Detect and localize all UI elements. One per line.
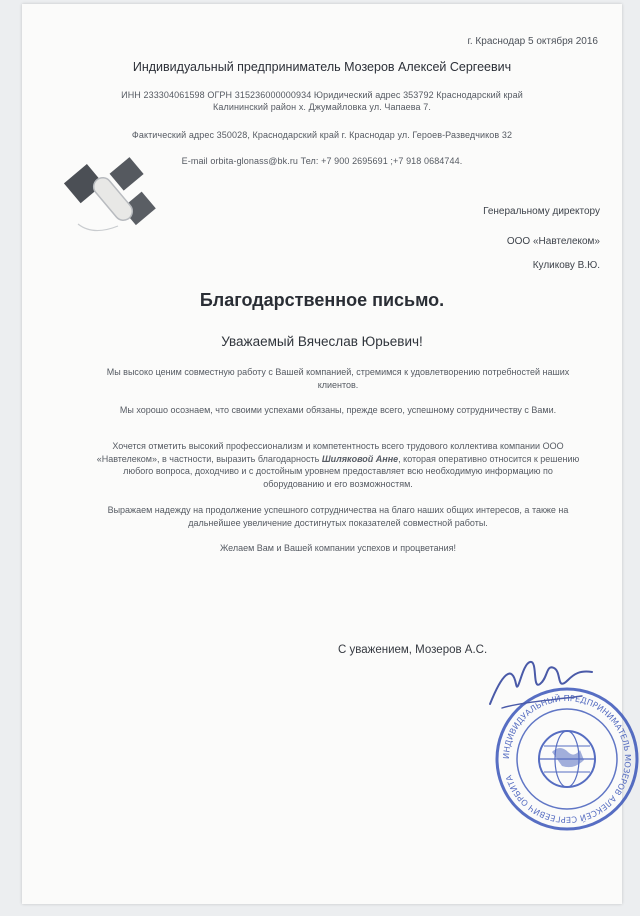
addressee-position: Генеральному директору [483, 206, 600, 217]
paragraph-5: Желаем Вам и Вашей компании успехов и процветания! [219, 543, 457, 553]
salutation: Уважаемый Вячеслав Юрьевич! [221, 334, 423, 349]
paragraph-4: Выражаем надежду на продолжение успешного сотрудничества на благо наших общих интересов, а также на дальнейшее увеличение достигнутых показателей совместной работы. [107, 505, 569, 528]
stamp-text: ИНДИВИДУАЛЬНЫЙ ПРЕДПРИНИМАТЕЛЬ МОЗЕРОВ АЛЕКСЕЙ СЕРГЕЕВИЧ ОРБИТА [500, 692, 634, 826]
addressee-name: Куликову В.Ю. [532, 260, 600, 271]
contacts-line: E-mail orbita-glonass@bk.ru Тел: +7 900 2695691 ;+7 918 0684744. [181, 156, 463, 166]
date-line: г. Краснодар 5 октября 2016 [467, 36, 598, 47]
requisites-line-1: ИНН 233304061598 ОГРН 315236000000934 Юридический адрес 353792 Краснодарский край [121, 90, 523, 100]
highlighted-name: Шиляковой Анне [321, 453, 399, 464]
paragraph-3 [94, 440, 582, 490]
requisites-line-2: Калининский район х. Джумайловка ул. Чапаева 7. [213, 102, 431, 112]
globe-icon [539, 731, 595, 787]
letter-page [22, 4, 634, 904]
paragraph-2: Мы хорошо осознаем, что своими успехами обязаны, прежде всего, успешному сотрудничеству с Вами. [119, 405, 557, 415]
closing-line: С уважением, Мозеров А.С. [338, 644, 488, 656]
paragraph-3-end: , которая оперативно относится к решению любого вопроса, доходчиво и с достойным уровнем предоставляет всю необходимую информацию по оборудованию и его возможностям. [123, 453, 580, 489]
addressee-company: ООО «Навтелеком» [506, 236, 600, 247]
company-logo [58, 154, 168, 244]
paragraph-1: Мы высоко ценим совместную работу с Вашей компанией, стремимся к удовлетворению потребностей наших клиентов. [106, 367, 570, 390]
letter-title: Благодарственное письмо. [199, 290, 445, 310]
actual-address: Фактический адрес 350028, Краснодарский край г. Краснодар ул. Героев-Разведчиков 32 [131, 130, 513, 140]
signature [482, 644, 602, 724]
paragraph-3-start: Хочется отметить высокий профессионализм и компетентность всего трудового коллектива компании ООО «Навтелеком», в частности, выразить благодарность [96, 441, 564, 464]
organization-name: Индивидуальный предприниматель Мозеров Алексей Сергеевич [132, 60, 512, 74]
logo-tile-top-right [110, 157, 144, 191]
